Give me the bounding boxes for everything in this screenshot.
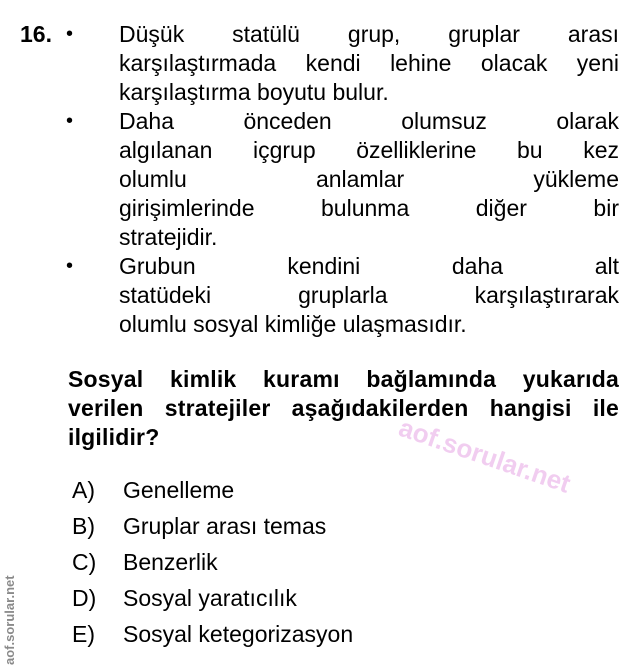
option-letter: B) — [72, 513, 95, 539]
question-line: ilgilidir? — [68, 424, 160, 450]
option-text: Benzerlik — [123, 549, 218, 575]
option-letter: D) — [72, 585, 97, 611]
bullet-icon: • — [66, 255, 74, 277]
bullet-line: Grubun kendini daha alt — [119, 253, 619, 279]
option-text: Gruplar arası temas — [123, 513, 327, 539]
option-a[interactable] — [72, 474, 353, 510]
bullet-item-1 — [0, 20, 642, 107]
bullet-item-3 — [0, 252, 642, 339]
question-number: 16. — [20, 21, 52, 47]
bullet-line: Düşük statülü grup, gruplar arası — [119, 21, 619, 47]
option-b[interactable] — [72, 510, 353, 546]
bullet-line: girişimlerinde bulunma diğer bir — [119, 195, 619, 221]
watermark-text: aof.sorular.net — [395, 412, 575, 499]
bullet-line: statüdeki gruplarla karşılaştırarak — [119, 282, 619, 308]
bullet-line: karşılaştırma boyutu bulur. — [119, 79, 389, 105]
option-letter: C) — [72, 549, 97, 575]
side-watermark-text: aof.sorular.net — [2, 575, 17, 665]
bullet-line: olumlu sosyal kimliğe ulaşmasıdır. — [119, 311, 467, 337]
question-line: verilen stratejiler aşağıdakilerden hangisi ile — [68, 395, 619, 421]
option-letter: E) — [72, 621, 95, 647]
bullet-icon: • — [66, 23, 74, 45]
option-text: Sosyal yaratıcılık — [123, 585, 297, 611]
question-stem — [68, 365, 619, 452]
option-c[interactable] — [72, 546, 353, 582]
bullet-line: olumlu anlamlar yükleme — [119, 166, 619, 192]
bullet-line: karşılaştırmada kendi lehine olacak yeni — [119, 50, 619, 76]
option-e[interactable] — [72, 618, 353, 654]
answer-options — [72, 474, 353, 654]
option-d[interactable] — [72, 582, 353, 618]
bullet-line: stratejidir. — [119, 224, 218, 250]
question-line: Sosyal kimlik kuramı bağlamında yukarıda — [68, 366, 619, 392]
option-text: Genelleme — [123, 477, 235, 503]
option-text: Sosyal ketegorizasyon — [123, 621, 354, 647]
option-letter: A) — [72, 477, 95, 503]
bullet-line: algılanan içgrup özelliklerine bu kez — [119, 137, 619, 163]
strategy-bullet-list — [0, 20, 642, 339]
bullet-item-2 — [0, 107, 642, 252]
bullet-line: Daha önceden olumsuz olarak — [119, 108, 619, 134]
bullet-icon: • — [66, 110, 74, 132]
